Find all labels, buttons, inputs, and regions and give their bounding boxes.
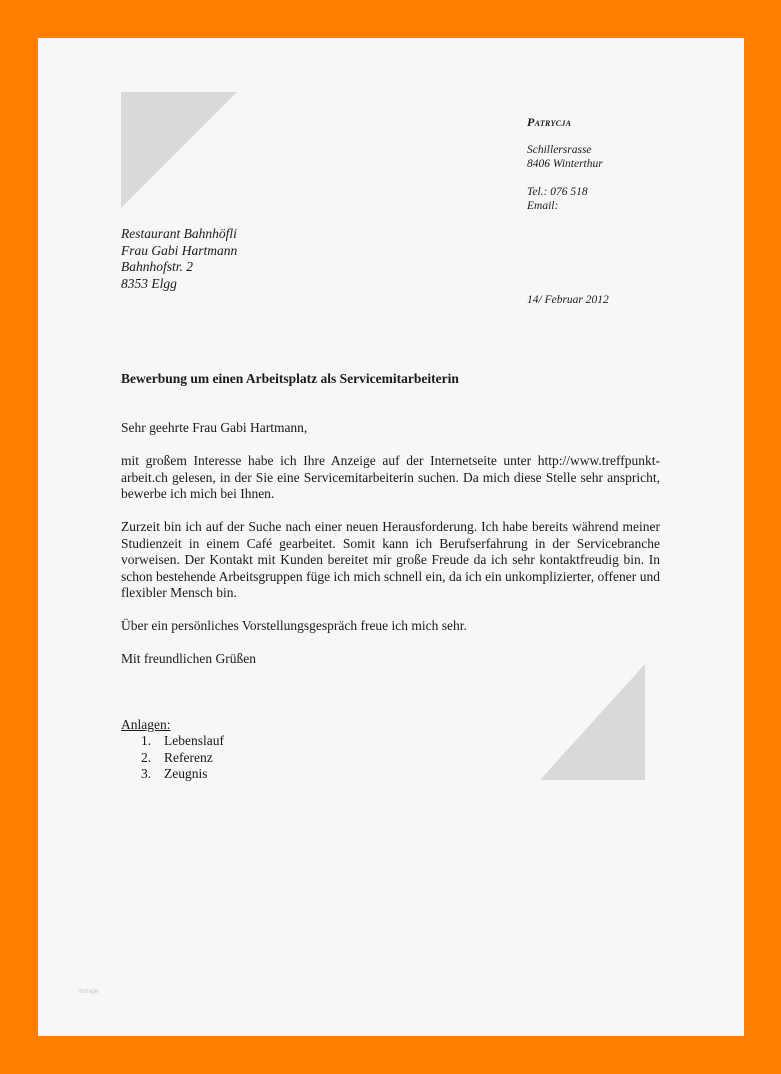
- list-item: 1. Lebenslauf: [141, 733, 224, 748]
- sender-street: Schillersrasse: [527, 144, 592, 156]
- recipient-line-3: Bahnhofstr. 2: [121, 259, 194, 274]
- attachments-title: Anlagen:: [121, 716, 171, 732]
- decorative-triangle-top-left: [121, 92, 237, 208]
- letter-subject: Bewerbung um einen Arbeitsplatz als Servicemitarbeiterin: [121, 371, 459, 386]
- paragraph-1: mit großem Interesse habe ich Ihre Anzeige auf der Internetseite unter http://www.treffpunkt-arbeit.ch gelesen, in der Sie eine Servicemitarbeiterin suchen. Da mich diese Stelle sehr anspricht, bewerbe ich mich bei Ihnen.: [121, 453, 660, 501]
- sender-block: [527, 115, 603, 213]
- list-item: 3. Zeugnis: [141, 766, 208, 781]
- recipient-line-4: 8353 Elgg: [121, 275, 177, 291]
- sender-city: 8406 Winterthur: [527, 158, 603, 170]
- letter-page: [38, 38, 744, 1036]
- sender-email: Email:: [527, 200, 559, 212]
- recipient-block: [121, 226, 237, 292]
- paragraph-3: Über ein persönliches Vorstellungsgespräch freue ich mich sehr.: [121, 618, 467, 633]
- list-item: 2. Referenz: [141, 749, 213, 765]
- salutation: Sehr geehrte Frau Gabi Hartmann,: [121, 420, 308, 435]
- sender-tel: Tel.: 076 518: [527, 186, 588, 198]
- sender-name: Patrycja: [527, 115, 572, 129]
- closing: Mit freundlichen Grüßen: [121, 651, 256, 666]
- letter-body: [121, 420, 660, 783]
- recipient-line-1: Restaurant Bahnhöfli: [121, 226, 237, 241]
- paragraph-2: Zurzeit bin ich auf der Suche nach einer neuen Herausforderung. Ich habe bereits während meiner Studienzeit in einem Café gearbeitet. Somit kann ich Berufserfahrung in der Servicebranche vorweisen. Der Kontakt mit Kunden bereitet mir große Freude da ich sehr kontaktfreudig bin. In schon bestehende Arbeitsgruppen füge ich mich schnell ein, da ich ein unkomplizierter, offener und flexibler Mensch bin.: [121, 519, 660, 600]
- footer-watermark: Vorlage: [78, 989, 99, 995]
- letter-date: 14/ Februar 2012: [527, 294, 609, 306]
- recipient-line-2: Frau Gabi Hartmann: [121, 242, 238, 258]
